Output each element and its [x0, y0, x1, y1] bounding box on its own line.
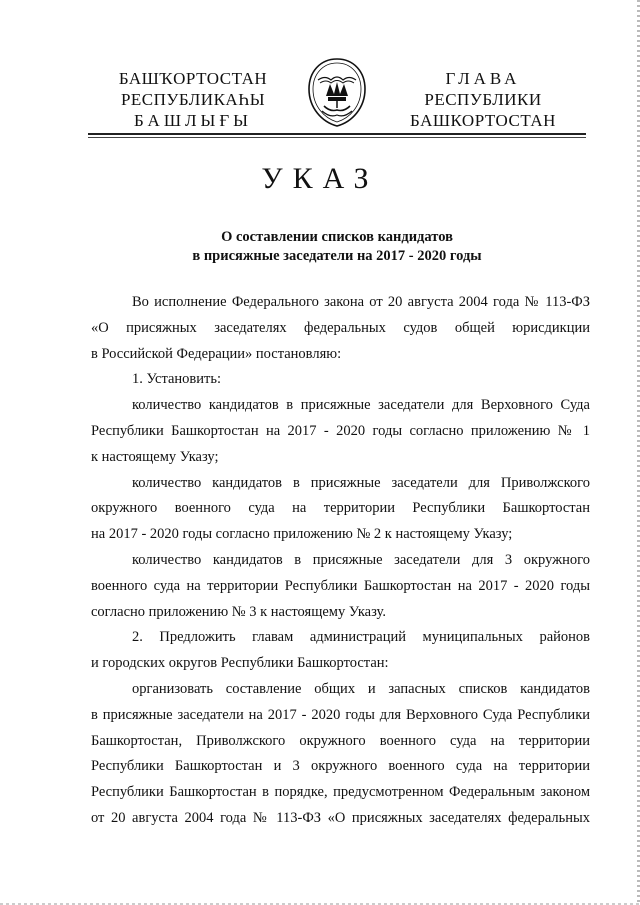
body-line: 1. Установить: — [132, 371, 222, 388]
document-title — [88, 228, 586, 266]
header-right-russian — [398, 68, 568, 131]
body-line: количество кандидатов в присяжные заседатели для Приволжского — [132, 474, 590, 491]
body-line: Республики Башкортостан в порядке, предусмотренном Федеральным законом — [91, 784, 590, 801]
document-type: УКАЗ — [261, 162, 379, 195]
body-line: на 2017 - 2020 годы согласно приложению № 2 к настоящему Указу; — [91, 526, 513, 543]
body-line: 2. Предложить главам администраций муниципальных районов — [132, 629, 590, 646]
header-right-line: БАШКОРТОСТАН — [410, 111, 556, 130]
body-line: количество кандидатов в присяжные заседатели для 3 окружного — [132, 551, 590, 568]
body-line: от 20 августа 2004 года № 113-ФЗ «О присяжных заседателях федеральных — [91, 809, 590, 826]
body-line: и городских округов Республики Башкортостан: — [91, 655, 389, 672]
body-line: количество кандидатов в присяжные заседатели для Верховного Суда — [132, 397, 590, 414]
document-title-line: в присяжные заседатели на 2017 - 2020 годы — [192, 248, 482, 264]
body-line: «О присяжных заседателях федеральных судов общей юрисдикции — [91, 319, 590, 336]
body-line: Башкортостан, Приволжского окружного военного суда на территории — [91, 732, 590, 749]
header-left-line: БАШЛЫҒЫ — [134, 111, 252, 130]
header-left-line: БАШҠОРТОСТАН — [118, 69, 268, 88]
header-left-line: РЕСПУБЛИКАҺЫ — [120, 90, 266, 109]
header-right-line: РЕСПУБЛИКИ — [424, 90, 542, 109]
coat-of-arms-icon — [306, 56, 368, 128]
body-line: организовать составление общих и запасных списков кандидатов — [132, 680, 590, 697]
header-left-bashkir — [108, 68, 278, 131]
header-right-line: ГЛАВА — [445, 69, 521, 88]
body-line: в присяжные заседатели на 2017 - 2020 годы для Верховного Суда Республики — [91, 706, 590, 723]
body-line: к настоящему Указу; — [91, 448, 219, 465]
document-title-line: О составлении списков кандидатов — [221, 229, 453, 245]
document-body — [91, 290, 590, 832]
body-line: согласно приложению № 3 к настоящему Указу. — [91, 603, 386, 620]
body-line: Республики Башкортостан на 2017 - 2020 годы согласно приложению № 1 — [91, 422, 590, 439]
body-line: в Российской Федерации» постановляю: — [91, 345, 342, 362]
header-divider-thin — [88, 137, 586, 138]
body-line: военного суда на территории Республики Башкортостан на 2017 - 2020 годы — [91, 577, 590, 594]
body-line: Во исполнение Федерального закона от 20 августа 2004 года № 113-ФЗ — [132, 294, 590, 310]
body-line: окружного военного суда на территории Республики Башкортостан — [91, 500, 590, 517]
header-divider — [88, 133, 586, 135]
body-line: Республики Башкортостан и 3 окружного военного суда на территории — [91, 758, 590, 775]
